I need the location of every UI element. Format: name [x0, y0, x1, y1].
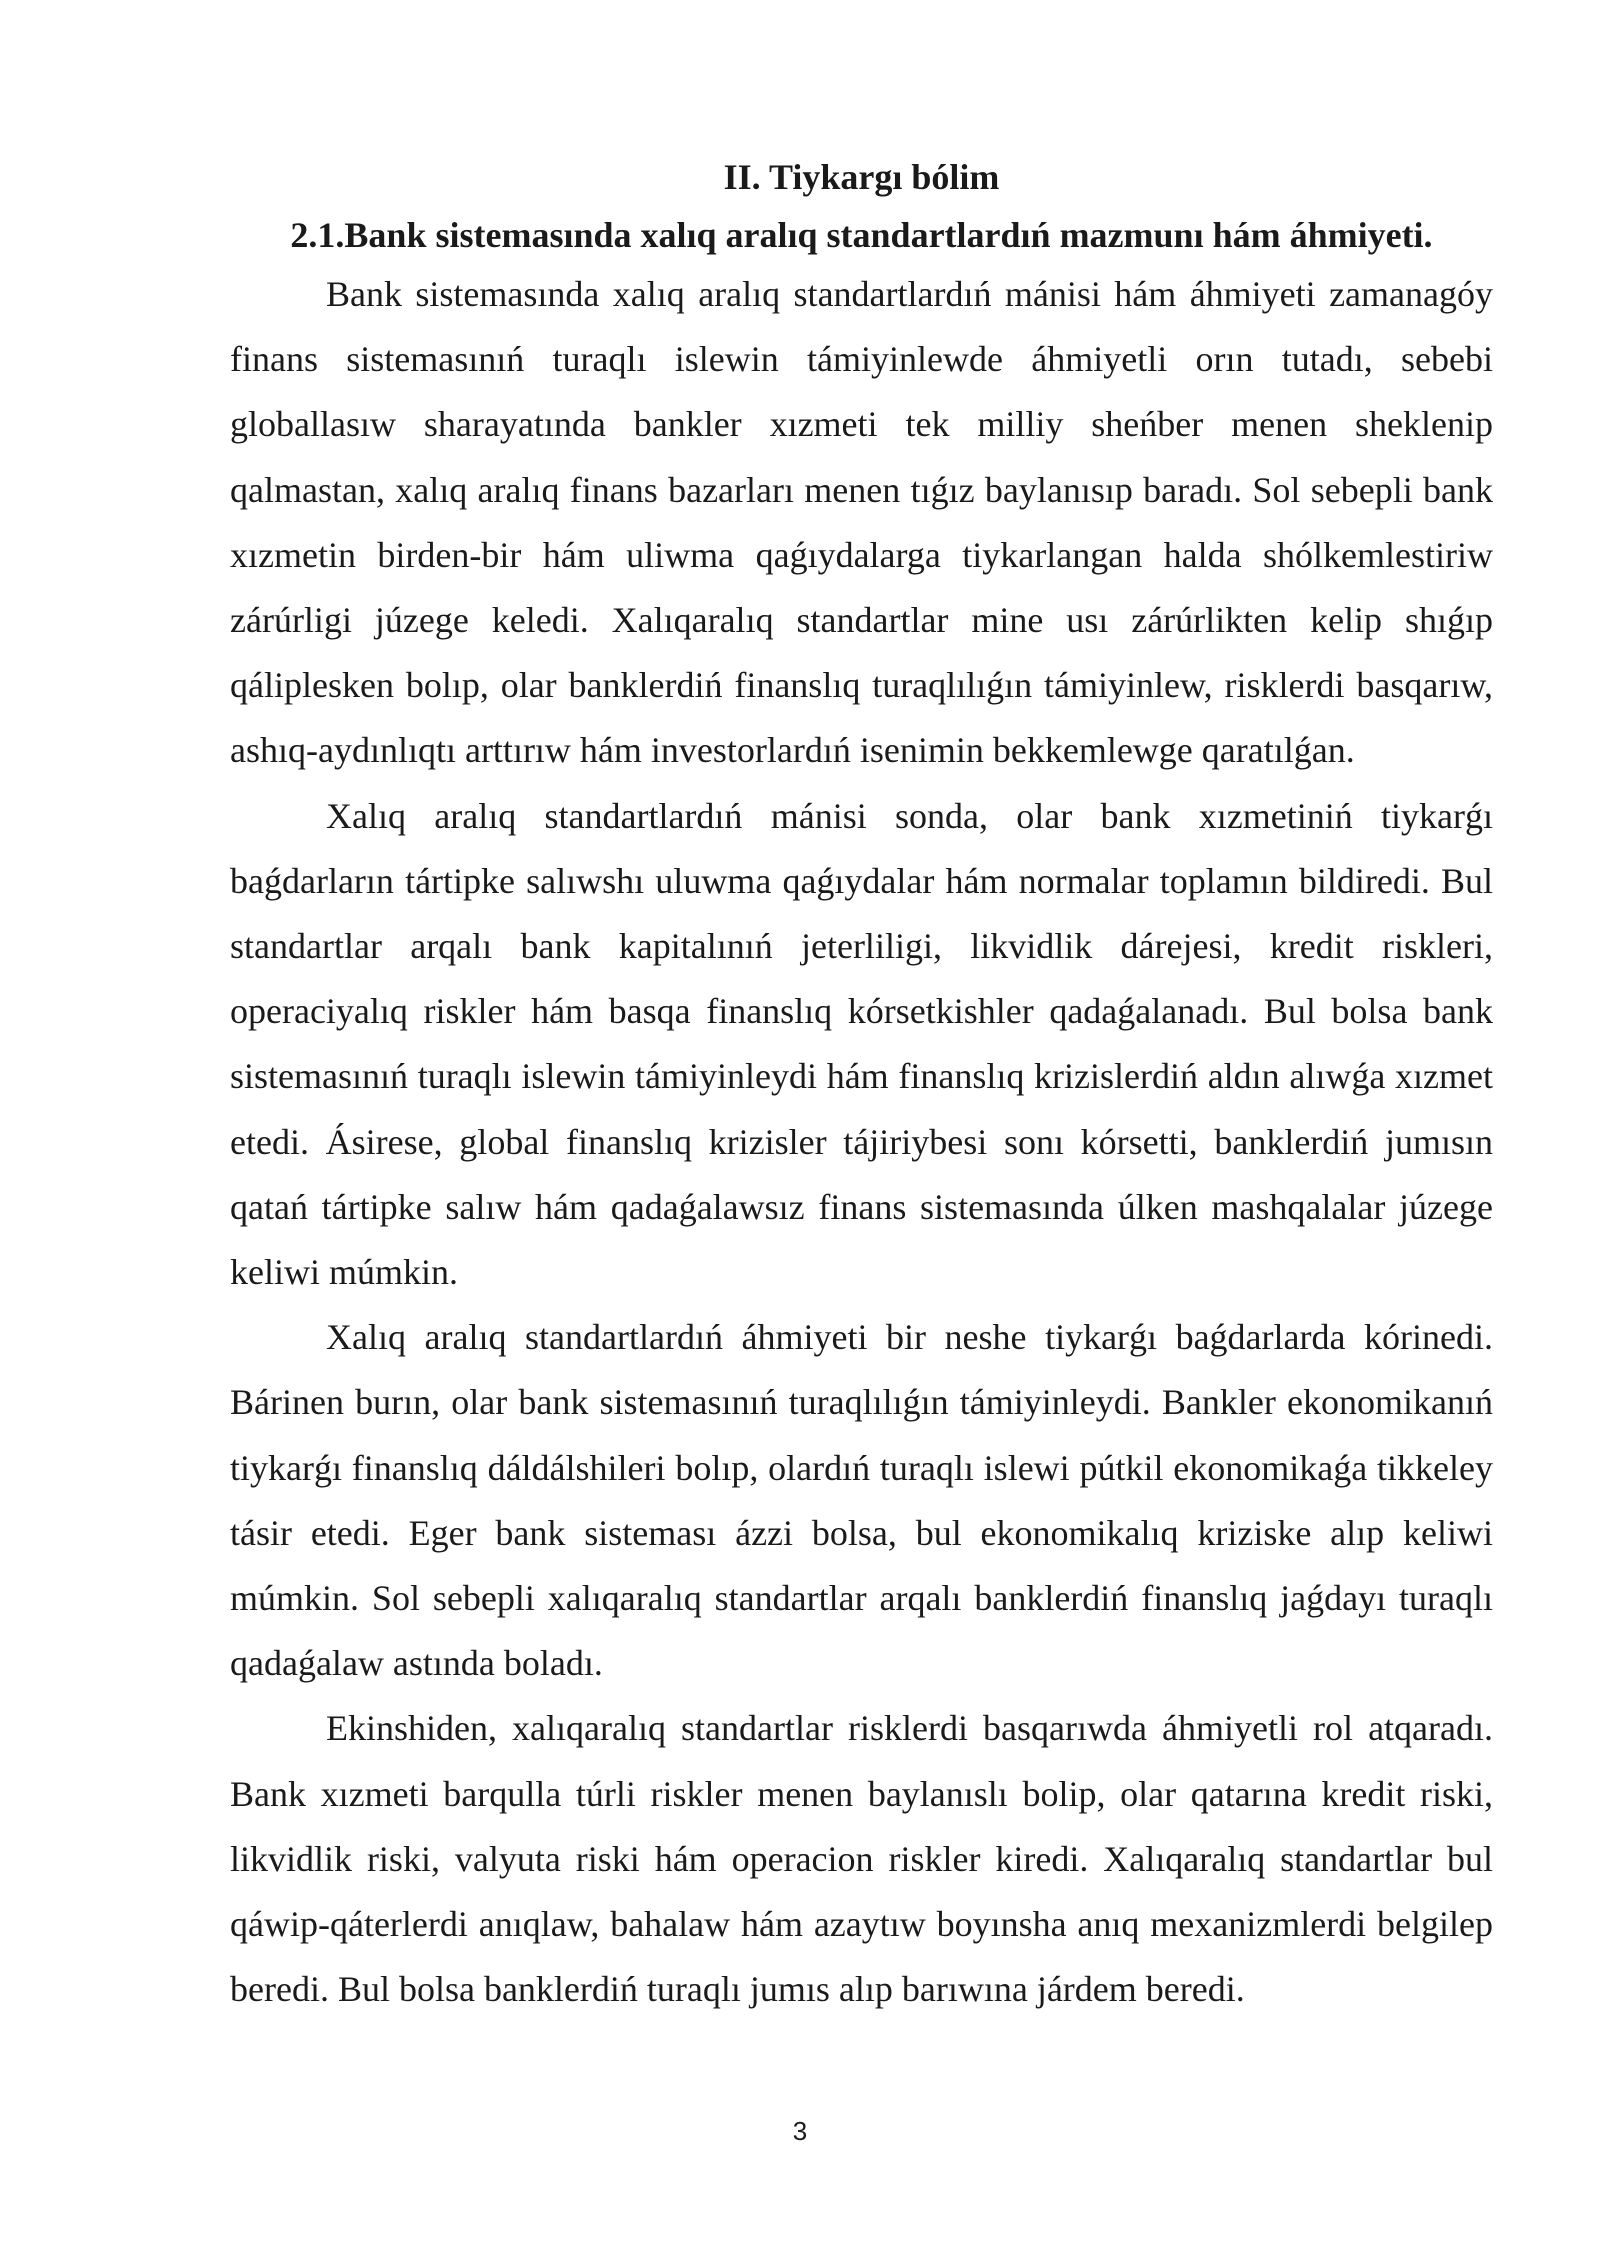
paragraph-4: Ekinshiden, xalıqaralıq standartlar risklerdi basqarıwda áhmiyetli rol atqaradı. Bank xızmeti barqulla túrli riskler menen baylanıslı bolip, olar qatarına kredit riski, likvidlik riski, valyuta riski hám operacion riskler kiredi. Xalıqaralıq standartlar bul qáwip-qáterlerdi anıqlaw, bahalaw hám azaytıw boyınsha anıq mexanizmlerdi belgilep beredi. Bul bolsa banklerdiń turaqlı jumıs alıp barıwına járdem beredi. [230, 1708, 1493, 2010]
page-number: 3 [792, 2116, 808, 2146]
paragraph-3: Xalıq aralıq standartlardıń áhmiyeti bir neshe tiykarǵı baǵdarlarda kórinedi. Bárinen burın, olar bank sistemasınıń turaqlılıǵın támiyinleydi. Bankler ekonomikanıń tiykarǵı finanslıq dáldálshileri bolıp, olardıń turaqlı islewi pútkil ekonomikaǵa tikkeley tásir etedi. Eger bank sisteması ázzi bolsa, bul ekonomikalıq kriziske alıp keliwi múmkin. Sol sebepli xalıqaralıq standartlar arqalı banklerdiń finanslıq jaǵdayı turaqlı qadaǵalaw astında boladı. [230, 1317, 1493, 1684]
chapter-title: II. Tiykargı bólim [723, 157, 1000, 197]
paragraph-2: Xalıq aralıq standartlardıń mánisi sonda, olar bank xızmetiniń tiykarǵı baǵdarların tártipke salıwshı uluwma qaǵıydalar hám normalar toplamın bildiredi. Bul standartlar arqalı bank kapitalınıń jeterliligi, likvidlik dárejesi, kredit riskleri, operaciyalıq riskler hám basqa finanslıq kórsetkishler qadaǵalanadı. Bul bolsa bank sistemasınıń turaqlı islewin támiyinleydi hám finanslıq krizislerdiń aldın alıwǵa xızmet etedi. Ásirese, global finanslıq krizisler tájiriybesi sonı kórsetti, banklerdiń jumısın qatań tártipke salıw hám qadaǵalawsız finans sistemasında úlken mashqalalar júzege keliwi múmkin. [230, 795, 1493, 1293]
paragraph-1: Bank sistemasında xalıq aralıq standartlardıń mánisi hám áhmiyeti zamanagóy finans sistemasınıń turaqlı islewin támiyinlewde áhmiyetli orın tutadı, sebebi globallasıw sharayatında bankler xızmeti tek milliy sheńber menen sheklenip qalmastan, xalıq aralıq finans bazarları menen tıǵız baylanısıp baradı. Sol sebepli bank xızmetin birden-bir hám uliwma qaǵıydalarga tiykarlangan halda shólkemlestiriw zárúrligi júzege keledi. Xalıqaralıq standartlar mine usı zárúrlikten kelip shıǵıp qáliplesken bolıp, olar banklerdiń finanslıq turaqlılıǵın támiyinlew, risklerdi basqarıw, ashıq-aydınlıqtı arttırıw hám investorlardıń isenimin bekkemlewge qaratılǵan. [230, 274, 1493, 771]
page-content [230, 150, 1493, 2022]
section-title: 2.1.Bank sistemasında xalıq aralıq standartlardıń mazmunı hám áhmiyeti. [290, 215, 1433, 255]
